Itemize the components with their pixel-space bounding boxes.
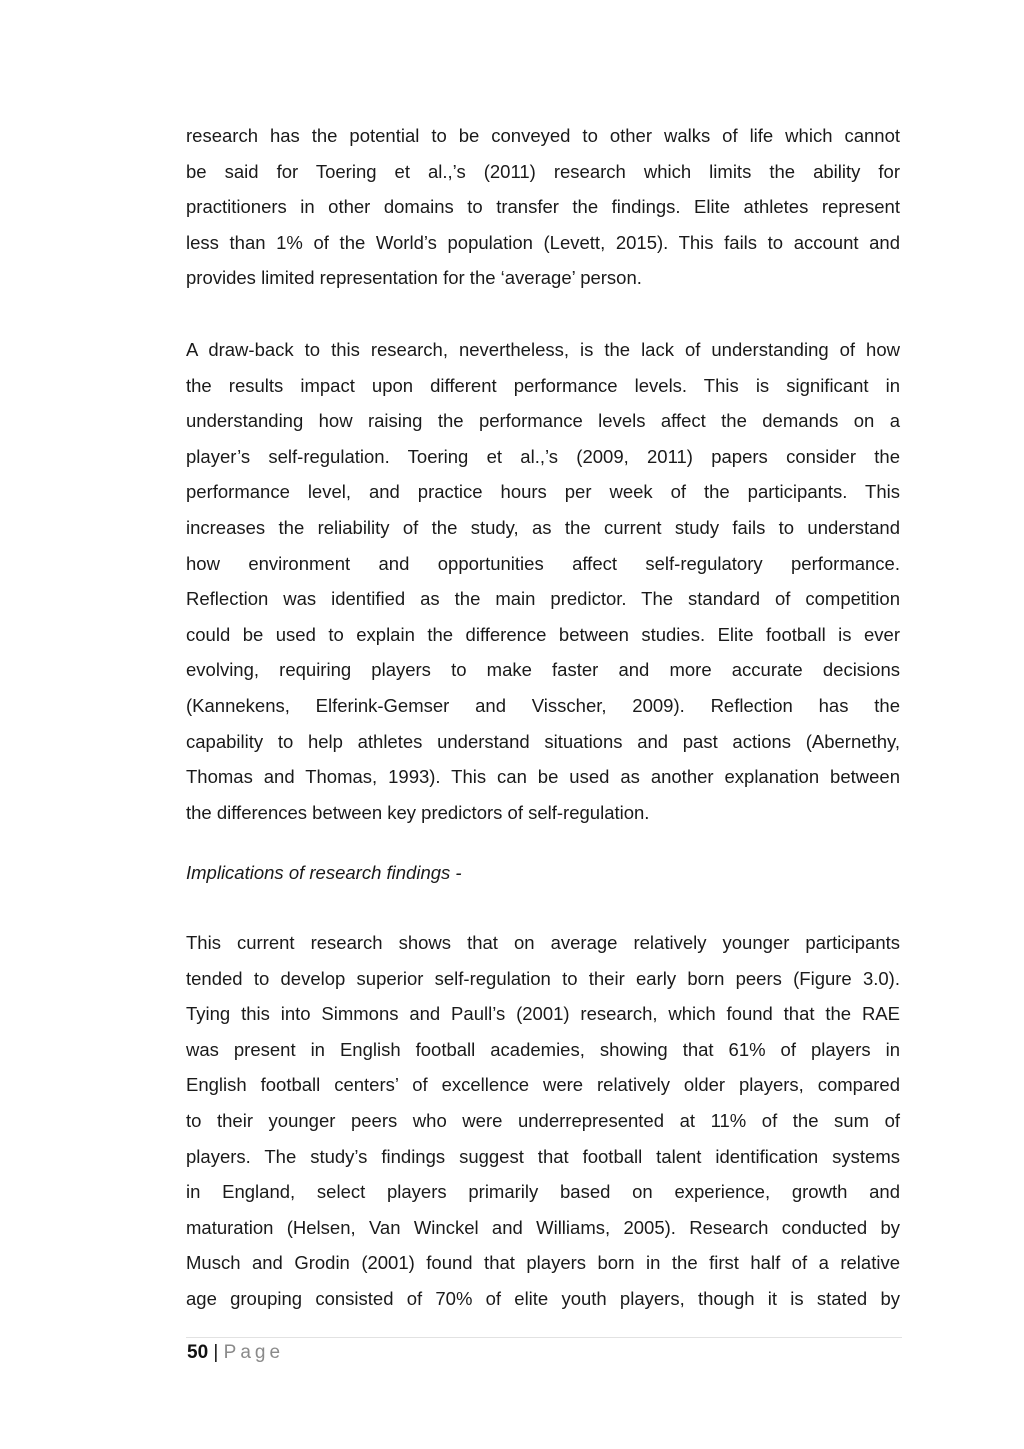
text-line: to their younger peers who were underrepresented at 11% of the sum of: [186, 1109, 900, 1131]
page-label: Page: [223, 1342, 285, 1363]
text-line: research has the potential to be conveyed to other walks of life which cannot: [186, 125, 900, 146]
text-line: age grouping consisted of 70% of elite youth players, though it is stated by: [186, 1287, 900, 1309]
text-line: practitioners in other domains to transfer the findings. Elite athletes represent: [186, 196, 900, 218]
footer-separator: |: [213, 1342, 219, 1363]
text-line: maturation (Helsen, Van Winckel and Williams, 2005). Research conducted by: [186, 1216, 900, 1238]
text-line: evolving, requiring players to make faster and more accurate decisions: [186, 659, 900, 681]
text-line: understanding how raising the performance levels affect the demands on a: [186, 410, 900, 432]
text-line: Thomas and Thomas, 1993). This can be used as another explanation between: [186, 766, 900, 788]
text-line: player’s self-regulation. Toering et al.,’s (2009, 2011) papers consider the: [186, 445, 900, 467]
text-line: performance level, and practice hours per week of the participants. This: [186, 481, 900, 503]
paragraph-1: [186, 118, 900, 296]
text-line: the results impact upon different performance levels. This is significant in: [186, 374, 900, 396]
text-line: be said for Toering et al.,’s (2011) research which limits the ability for: [186, 160, 900, 182]
text-line: tended to develop superior self-regulation to their early born peers (Figure 3.0).: [186, 967, 900, 989]
footer-divider: [186, 1337, 902, 1338]
text-line: English football centers’ of excellence were relatively older players, compared: [186, 1074, 900, 1096]
text-line: how environment and opportunities affect self-regulatory performance.: [186, 552, 900, 574]
paragraph-2: [186, 332, 900, 830]
text-line: Reflection was identified as the main predictor. The standard of competition: [186, 588, 900, 610]
text-line: A draw-back to this research, nevertheless, is the lack of understanding of how: [186, 339, 900, 360]
text-line: could be used to explain the difference between studies. Elite football is ever: [186, 623, 900, 645]
text-line: players. The study’s findings suggest that football talent identification systems: [186, 1145, 900, 1167]
text-line: Musch and Grodin (2001) found that players born in the first half of a relative: [186, 1252, 900, 1274]
section-heading: Implications of research findings -: [186, 862, 462, 883]
text-line: provides limited representation for the ‘average’ person.: [186, 267, 642, 289]
text-line: in England, select players primarily based on experience, growth and: [186, 1181, 900, 1203]
paragraph-3: [186, 925, 900, 1317]
text-line: (Kannekens, Elferink-Gemser and Visscher, 2009). Reflection has the: [186, 694, 900, 716]
text-line: less than 1% of the World’s population (Levett, 2015). This fails to account and: [186, 231, 900, 253]
text-line: capability to help athletes understand situations and past actions (Abernethy,: [186, 730, 900, 752]
page-number: 50: [187, 1342, 209, 1363]
page-footer: [187, 1340, 284, 1366]
text-line: increases the reliability of the study, as the current study fails to understand: [186, 516, 900, 538]
text-line: This current research shows that on average relatively younger participants: [186, 932, 900, 953]
text-line: the differences between key predictors of self-regulation.: [186, 801, 650, 823]
text-line: Tying this into Simmons and Paull’s (2001) research, which found that the RAE: [186, 1003, 900, 1025]
text-line: was present in English football academies, showing that 61% of players in: [186, 1038, 900, 1060]
